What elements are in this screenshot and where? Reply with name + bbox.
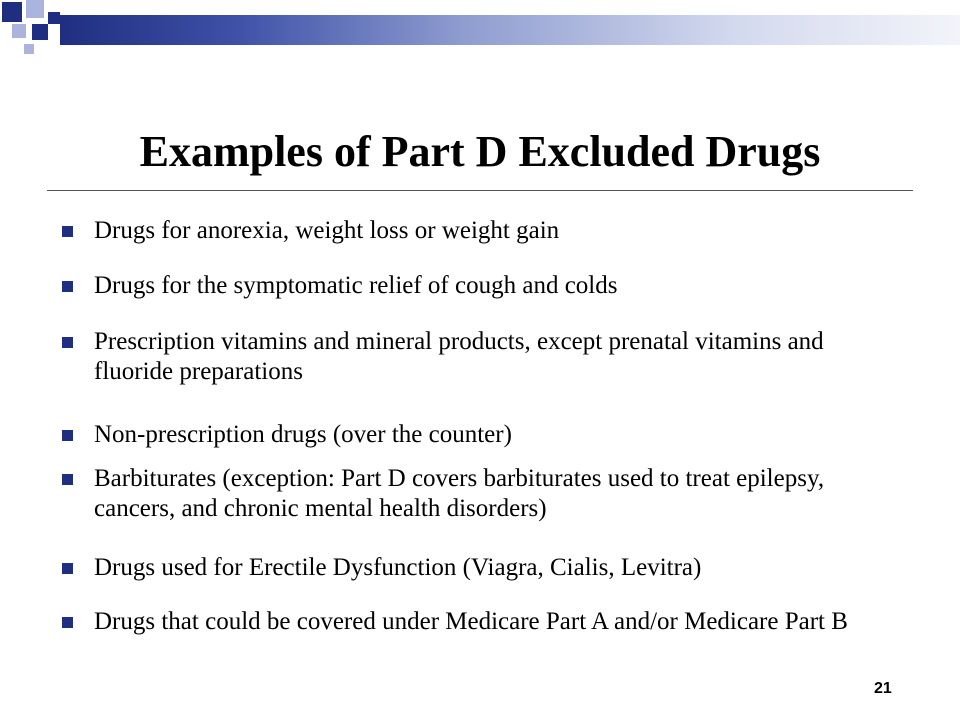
bullet-text: Barbiturates (exception: Part D covers barbiturates used to treat epilepsy, cancers, and chronic mental health disorders) [94, 465, 825, 522]
square-bullet-icon [62, 563, 73, 574]
bullet-text: Drugs used for Erectile Dysfunction (Viagra, Cialis, Levitra) [94, 554, 702, 581]
square-bullet-icon [62, 226, 73, 237]
bullet-item [62, 607, 882, 637]
decoration-square [26, 0, 44, 18]
title-divider [47, 190, 913, 191]
square-bullet-icon [62, 430, 73, 441]
bullet-text: Non-prescription drugs (over the counter) [94, 421, 512, 448]
header-gradient-band [60, 15, 960, 45]
bullet-text: Prescription vitamins and mineral products, except prenatal vitamins and fluoride preparations [94, 328, 824, 385]
bullet-item [62, 271, 882, 301]
bullet-item [62, 216, 882, 246]
decoration-square [24, 44, 34, 54]
decoration-square [32, 24, 48, 40]
decoration-square [12, 24, 26, 38]
bullet-item [62, 420, 882, 450]
square-bullet-icon [62, 337, 73, 348]
square-bullet-icon [62, 474, 73, 485]
decoration-square [48, 12, 60, 24]
square-bullet-icon [62, 617, 73, 628]
bullet-text: Drugs for the symptomatic relief of cough and colds [94, 272, 618, 299]
bullet-item [62, 464, 882, 524]
decoration-square [2, 2, 22, 22]
bullet-text: Drugs for anorexia, weight loss or weight gain [94, 217, 560, 244]
slide-title: Examples of Part D Excluded Drugs [139, 127, 821, 177]
bullet-item [62, 327, 882, 387]
bullet-text: Drugs that could be covered under Medicare Part A and/or Medicare Part B [94, 608, 848, 635]
bullet-item [62, 553, 882, 583]
page-number: 21 [874, 680, 892, 697]
square-bullet-icon [62, 281, 73, 292]
